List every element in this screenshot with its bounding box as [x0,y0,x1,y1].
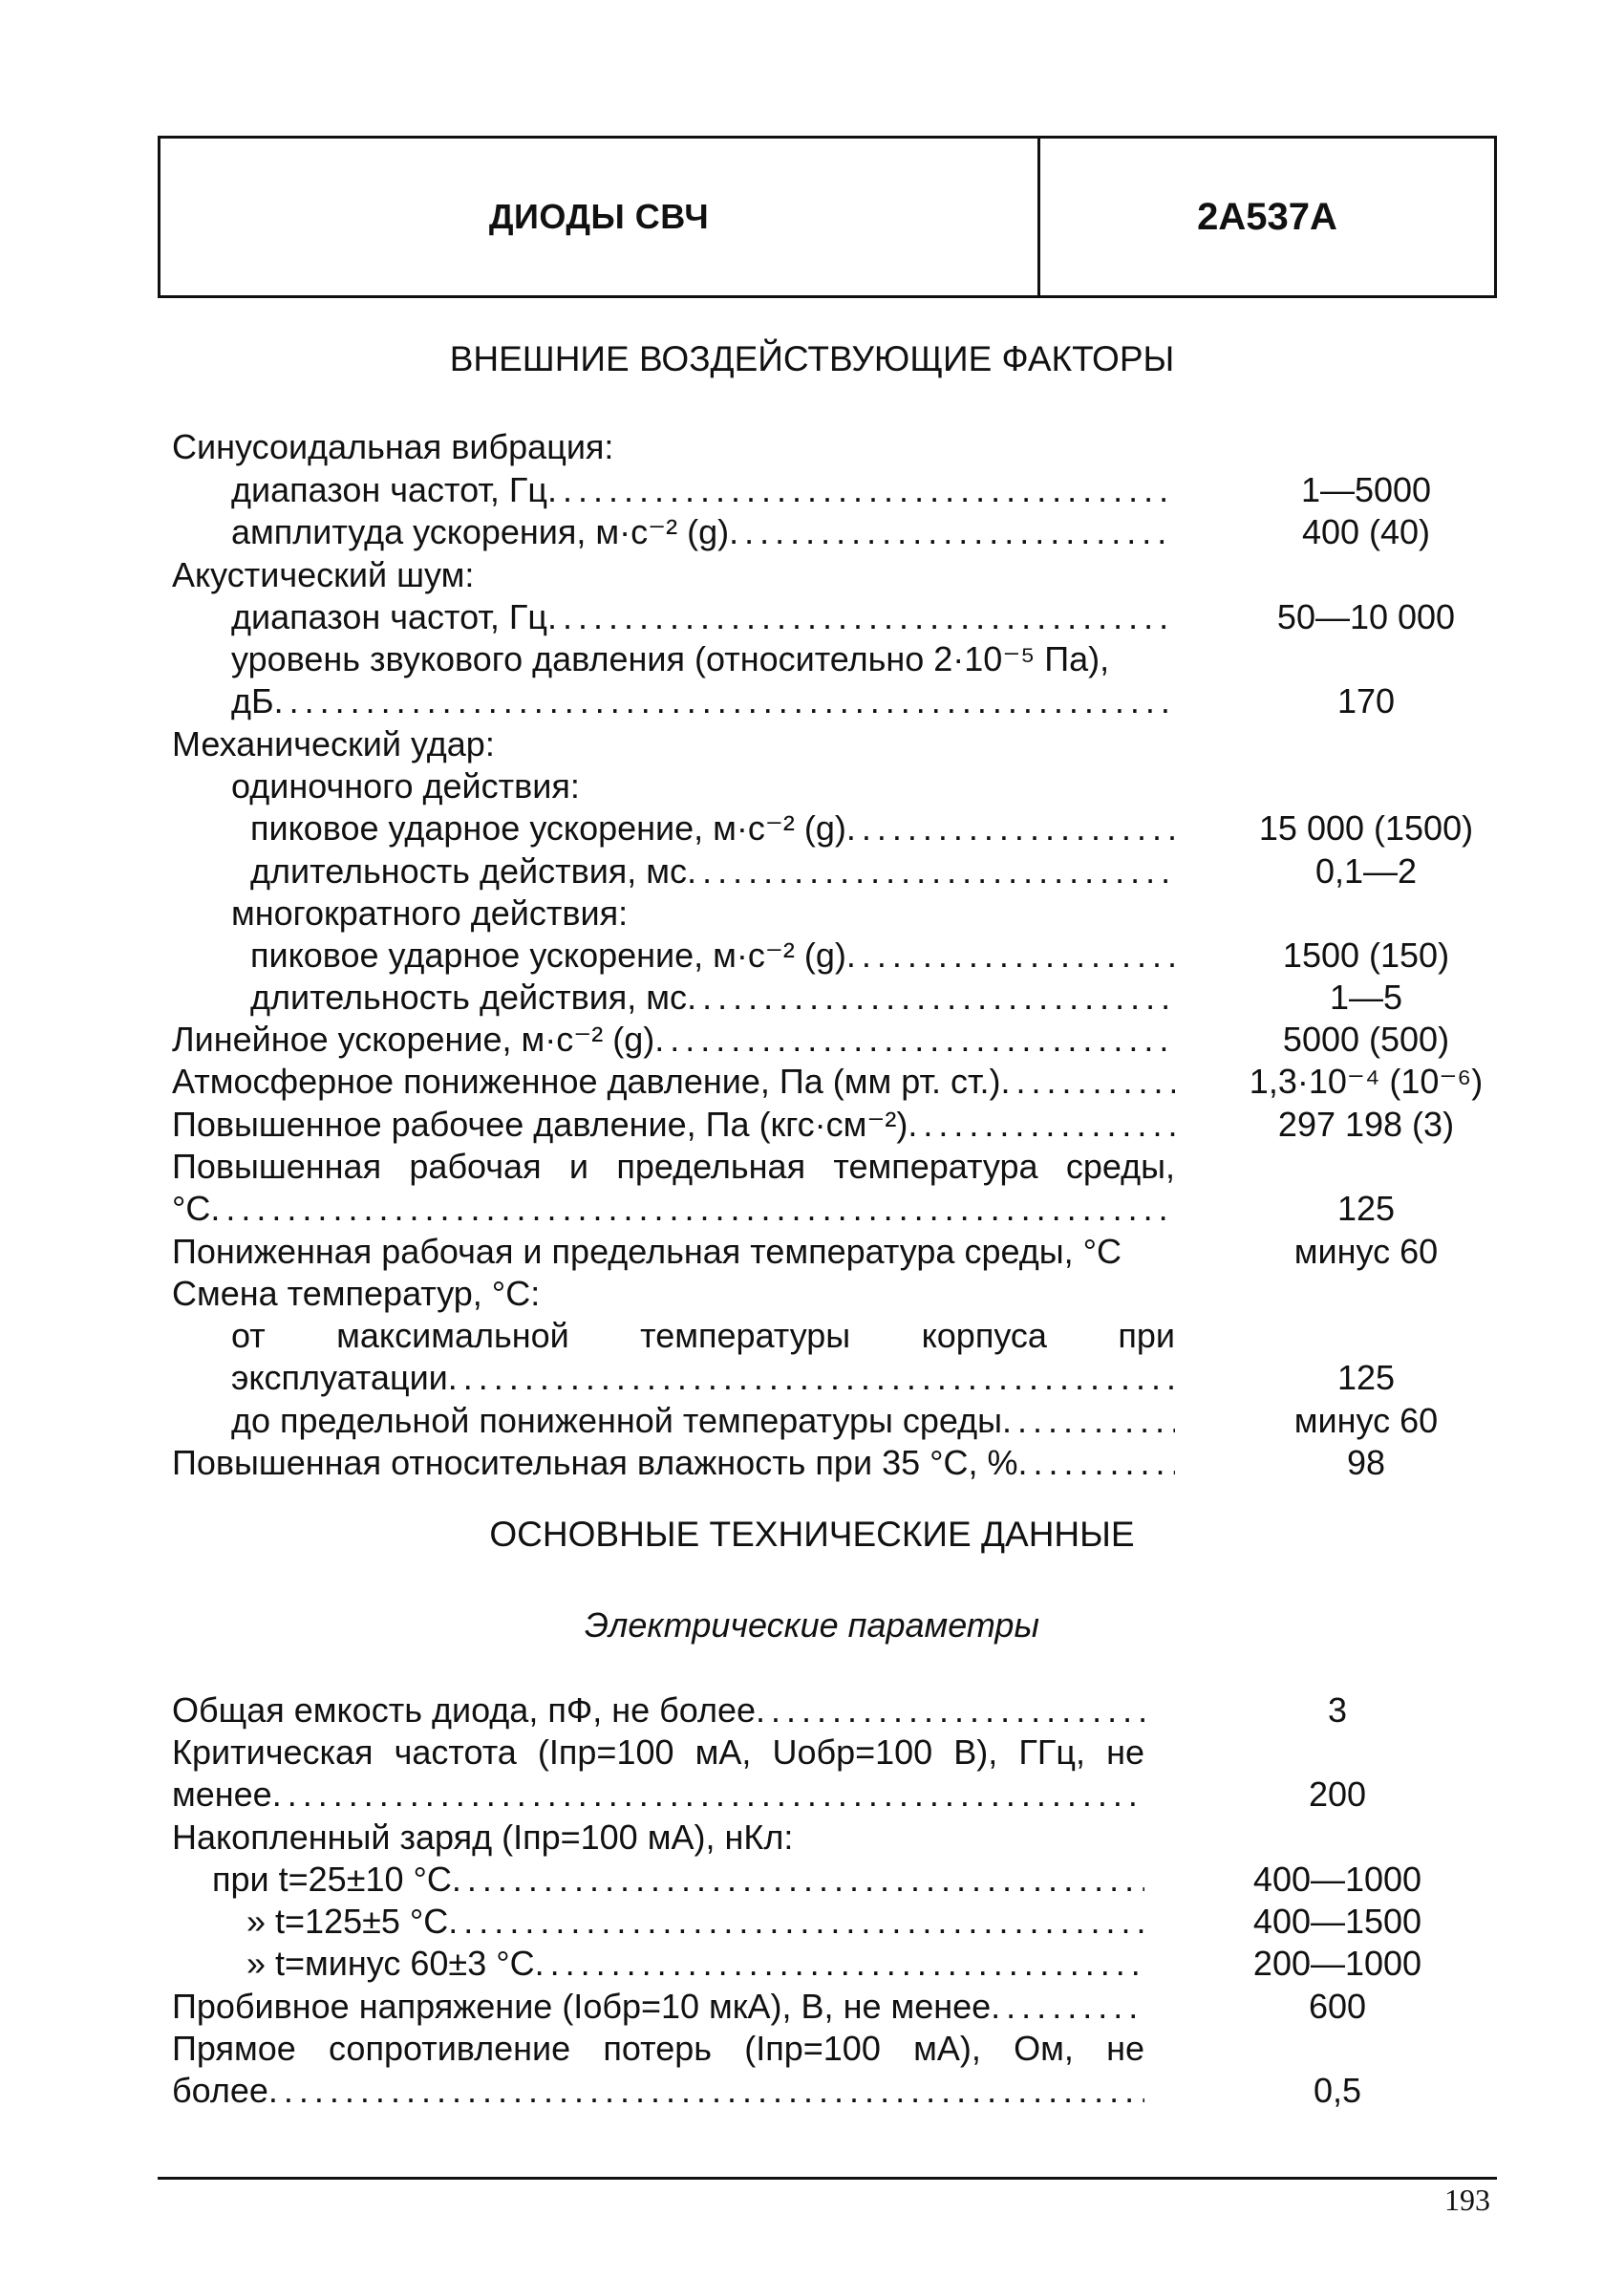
list-item: пиковое ударное ускорение, м·с⁻² (g) . . . [250,807,1175,850]
list-item: более . . . [172,2070,1144,2112]
list-item: Линейное ускорение, м·с⁻² (g) . . . [172,1019,1175,1061]
list-item: Повышенная относительная влажность при 35 °С, % . . . [172,1442,1175,1484]
section-title-external-factors: ВНЕШНИЕ ВОЗДЕЙСТВУЮЩИЕ ФАКТОРЫ [449,339,1175,378]
value: 297 198 (3) [1277,1105,1455,1144]
value: 400—1500 [1252,1902,1422,1941]
list-item: Пониженная рабочая и предельная температура среды, °С [172,1232,1122,1271]
list-item: Смена температур, °С: [172,1274,541,1313]
list-item: длительность действия, мс . . . [250,850,1175,893]
value: 50—10 000 [1276,597,1456,636]
list-item: эксплуатации . . . [231,1357,1175,1399]
value: 15 000 (1500) [1258,808,1474,848]
list-item: °С . . . [172,1188,1175,1230]
section-title-technical-data: ОСНОВНЫЕ ТЕХНИЧЕСКИЕ ДАННЫЕ [489,1515,1135,1554]
list-item: диапазон частот, Гц . . . [231,596,1175,638]
list-item: Акустический шум: [172,555,475,594]
list-item: Механический удар: [172,724,495,764]
list-item: Атмосферное пониженное давление, Па (мм рт. ст.) . . . [172,1061,1175,1103]
list-item: Пробивное напряжение (Iобр=10 мкА), В, не менее . . . [172,1986,1144,2028]
list-item: Критическая частота (Iпр=100 мА, Uобр=100 В), ГГц, не [172,1732,1144,1772]
value: 125 [1336,1358,1396,1397]
value: 200 [1308,1775,1367,1814]
list-item: диапазон частот, Гц . . . [231,469,1175,511]
value: 170 [1336,681,1396,721]
value: 600 [1308,1987,1367,2026]
header-part-number: 2А537А [1197,195,1337,238]
value: 5000 (500) [1282,1020,1450,1059]
value: минус 60 [1293,1232,1439,1271]
list-item: дБ . . . [231,680,1175,722]
list-item: Повышенная рабочая и предельная температура среды, [172,1147,1175,1186]
list-item: пиковое ударное ускорение, м·с⁻² (g) . . . [250,935,1175,977]
list-item: до предельной пониженной температуры среды . . . [231,1400,1175,1442]
value: 400—1000 [1252,1860,1422,1899]
value: 1—5 [1329,978,1403,1017]
footer-rule [158,2177,1497,2180]
header-box [158,136,1497,298]
list-item: амплитуда ускорения, м·с⁻² (g) . . . [231,511,1175,553]
value: 0,1—2 [1314,851,1418,891]
list-item: при t=25±10 °С . . . [212,1859,1144,1901]
value: 98 [1346,1443,1386,1482]
list-item: » t=125±5 °С . . . [246,1901,1144,1943]
list-item: Синусоидальная вибрация: [172,427,614,466]
list-item: » t=минус 60±3 °С . . . [246,1943,1144,1985]
list-item: многократного действия: [231,893,629,933]
value: 400 (40) [1301,512,1431,551]
list-item: Повышенное рабочее давление, Па (кгс·см⁻²) . . . [172,1104,1175,1146]
list-item: одиночного действия: [231,766,580,806]
value: 0,5 [1313,2071,1362,2110]
list-item: уровень звукового давления (относительно 2·10⁻⁵ Па), [231,639,1110,678]
value: 1500 (150) [1282,936,1450,975]
list-item: менее . . . [172,1774,1144,1816]
list-item: от максимальной температуры корпуса при [231,1316,1175,1355]
list-item: Накопленный заряд (Iпр=100 мА), нКл: [172,1818,794,1857]
value: 3 [1327,1690,1348,1730]
list-item: Прямое сопротивление потерь (Iпр=100 мА), Ом, не [172,2029,1144,2068]
list-item: Общая емкость диода, пФ, не более . . . [172,1689,1144,1732]
subsection-title-electrical: Электрические параметры [585,1605,1039,1645]
list-item: длительность действия, мс . . . [250,977,1175,1019]
value: 1—5000 [1300,470,1432,509]
header-title: ДИОДЫ СВЧ [160,139,1040,295]
value: 1,3·10⁻⁴ (10⁻⁶) [1249,1062,1484,1101]
value: 200—1000 [1252,1944,1422,1983]
value: 125 [1336,1189,1396,1228]
value: минус 60 [1293,1401,1439,1440]
page-number: 193 [1444,2183,1490,2217]
